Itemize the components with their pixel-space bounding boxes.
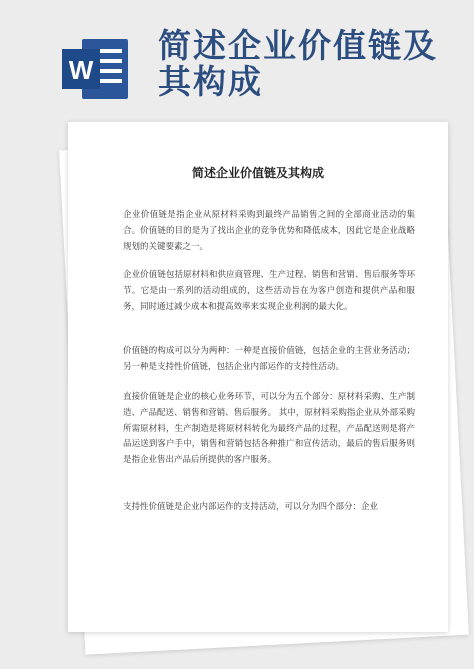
word-letter: W — [68, 55, 94, 85]
document-page — [68, 122, 448, 632]
paragraph-1: 企业价值链是指企业从原材料采购到最终产品销售之间的全部商业活动的集合。价值链的目的是为了找出企业的竞争优势和降低成本，因此它是企业战略规划的关键要素之一。 — [123, 210, 415, 252]
paragraph-5: 支持性价值链是企业内部运作的支持活动，可以分为四个部分：企业 — [123, 502, 379, 512]
document-title: 简述企业价值链及其构成 — [191, 166, 324, 180]
paragraph-4: 直接价值链是企业的核心业务环节，可以分为五个部分：原材料采购、生产制造、产品配送、销售和营销、售后服务。 其中，原材料采购指企业从外部采购所需原材料，生产制造是将原材料转化为最终产品的过程，产品配送则是将产品运送到客户手中，销售和营销包括各种推广和宣传活动，最后的售后服务则是指企业售出产品后所提供的客户服务。 — [123, 392, 415, 466]
paragraph-3: 价值链的构成可以分为两种：一种是直接价值链，包括企业的主营业务活动；另一种是支持性价值链，包括企业内部运作的支持性活动。 — [123, 346, 415, 372]
banner-title: 简述企业价值链及其构成 — [158, 26, 438, 101]
paragraph-2: 企业价值链包括原材料和供应商管理、生产过程、销售和营销、售后服务等环节。它是由一系列的活动组成的，这些活动旨在为客户创造和提供产品和服务，同时通过减少成本和提高效率来实现企业利润的最大化。 — [123, 270, 415, 312]
header-banner — [0, 0, 474, 115]
word-doc-icon — [60, 35, 130, 103]
